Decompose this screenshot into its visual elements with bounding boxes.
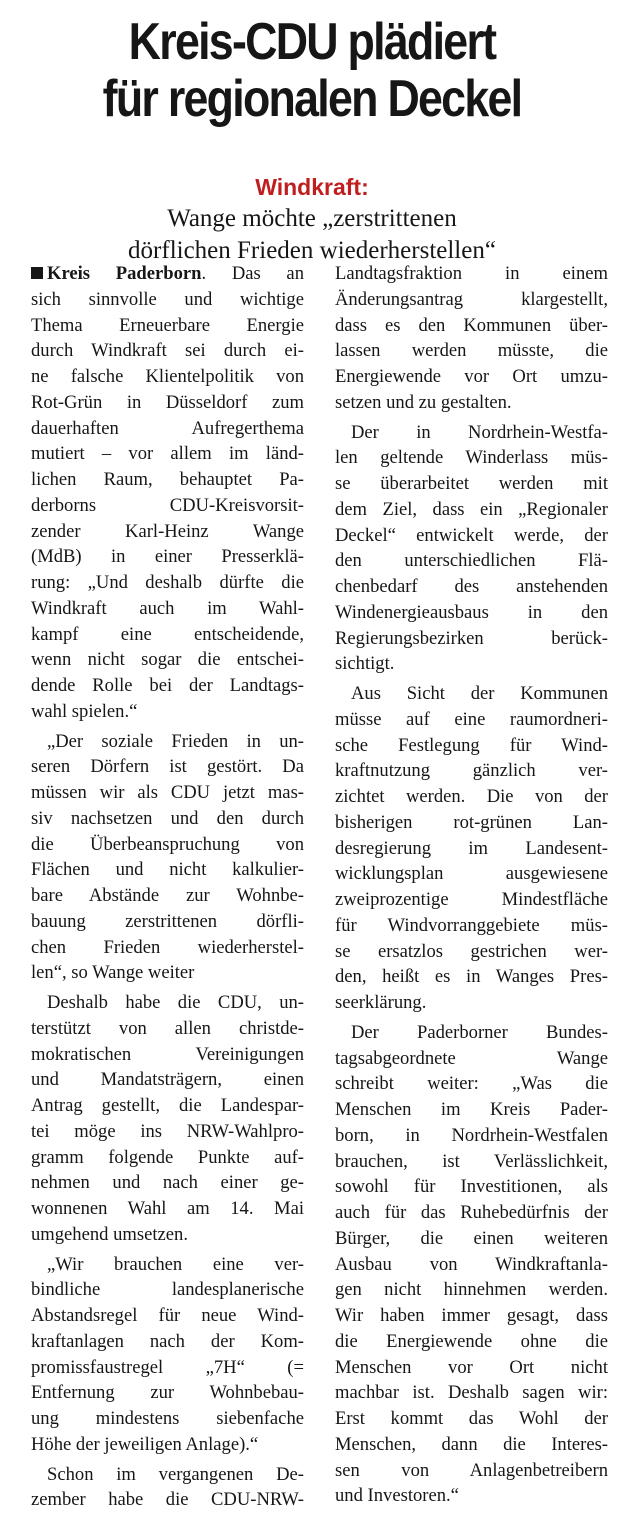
text-line: Änderungsantrag klargestellt, (335, 288, 608, 310)
text-line: sowohl für Investitionen, als (335, 1176, 608, 1198)
text-line: sche Festlegung für Wind- (335, 734, 608, 756)
text-line: bindliche landesplanerische (31, 1279, 304, 1301)
text-line: Wir haben immer gesagt, dass (335, 1305, 608, 1326)
text-line: Menschen, dann die Interes- (335, 1433, 608, 1455)
text-line: sich sinnvolle und wichtige (31, 288, 304, 310)
text-line: desregierung im Landesent- (335, 837, 608, 859)
text-line: Deshalb habe die CDU, un- (47, 992, 304, 1013)
text-line: Abstandsregel für neue Wind- (31, 1305, 304, 1326)
text-line: mutiert – vor allem im länd- (31, 443, 304, 465)
dateline: Kreis Paderborn (47, 263, 202, 284)
text-line: dass es den Kommunen über- (335, 314, 608, 336)
text-line: Ausbau von Windkraftanla- (335, 1253, 608, 1275)
text-line: und Mandatsträgern, einen (31, 1069, 304, 1091)
text-line: die Energiewende ohne die (335, 1330, 608, 1352)
text-line: chenbedarf des anstehenden (335, 576, 608, 597)
text-line: (MdB) in einer Presserklä- (31, 546, 304, 568)
text-line: und Investoren.“ (335, 1485, 459, 1507)
text-line: Entfernung zur Wohnbebau- (31, 1382, 304, 1404)
text-line: seren Dörfern ist gestört. Da (31, 756, 304, 778)
text-line: durch Windkraft sei durch ei- (31, 340, 304, 362)
text-line: für Windvorranggebiete müs- (335, 914, 608, 936)
text-line: sen von Anlagenbetreibern (335, 1459, 608, 1481)
text-line: rung: „Und deshalb dürfte die (31, 572, 304, 593)
kicker: Windkraft: (255, 174, 369, 200)
text-line: Der Paderborner Bundes- (351, 1021, 608, 1043)
article-column-right (335, 261, 608, 1509)
text-line: tagsabgeordnete Wange (335, 1047, 608, 1069)
text-line: Landtagsfraktion in einem (335, 263, 608, 284)
text-line: zember habe die CDU-NRW- (31, 1489, 304, 1511)
text-line: ne falsche Klientelpolitik von (31, 366, 304, 387)
text-line: born, in Nordrhein-Westfalen (335, 1124, 608, 1146)
text-line: wicklungsplan ausgewiesene (335, 863, 608, 885)
text-line: len“, so Wange weiter (31, 962, 195, 984)
headline-line-1: Kreis-CDU plädiert (128, 13, 496, 71)
text-line: siv nachsetzen und den durch (31, 807, 304, 829)
text-line: bare Abstände zur Wohnbe- (31, 885, 304, 906)
text-line: terstützt von allen christde- (31, 1017, 304, 1039)
text-line: mokratischen Vereinigungen (31, 1043, 304, 1065)
text-line: bisherigen rot-grünen Lan- (335, 811, 608, 833)
text-line: kraftnutzung gänzlich ver- (335, 760, 608, 782)
text-line: Windkraft auch im Wahl- (31, 597, 304, 619)
text-line: „Der soziale Frieden in un- (47, 730, 304, 752)
text-line: dende Rolle bei der Landtags- (31, 675, 304, 696)
dateline-square-icon (31, 267, 43, 279)
text-line: die Überbeanspruchung von (31, 833, 304, 855)
text-line: dem Ziel, dass ein „Regionaler (335, 498, 608, 520)
subheadline-line-2: dörflichen Frieden wiederherstellen“ (128, 237, 496, 264)
text-line: Thema Erneuerbare Energie (31, 314, 304, 336)
article-column-left (31, 261, 304, 1513)
text-line: nehmen und nach einer ge- (31, 1172, 304, 1194)
subheadline-line-1 (0, 171, 624, 235)
text-line: kampf eine entscheidende, (31, 623, 304, 645)
text-line: schreibt weiter: „Was die (335, 1073, 608, 1095)
text-line: müssen wir als CDU jetzt mas- (31, 782, 304, 803)
text-line: brauchen, ist Verlässlichkeit, (335, 1150, 608, 1172)
headline (44, 14, 581, 128)
text-line: gen nicht hinnehmen werden. (335, 1279, 608, 1301)
headline-line-2: für regionalen Deckel (102, 70, 522, 128)
text-line: umgehend umsetzen. (31, 1223, 188, 1245)
text-line: tei möge ins NRW-Wahlpro- (31, 1120, 304, 1142)
text-line: Höhe der jeweiligen Anlage).“ (31, 1433, 259, 1455)
text-line: gramm folgende Punkte auf- (31, 1146, 304, 1168)
text-line: promissfaustregel „7H“ (= (31, 1356, 304, 1378)
text-line: zweiprozentige Mindestfläche (335, 889, 608, 910)
text-line: Der in Nordrhein-Westfa- (351, 421, 608, 443)
text-line: Regierungsbezirken berück- (335, 627, 608, 649)
text-line: zichtet werden. Die von der (335, 786, 608, 807)
text-line: müsse auf eine raumordneri- (335, 708, 608, 730)
text-line: Bürger, die einen weiteren (335, 1227, 608, 1249)
text-line: Kreis Paderborn. Das an (31, 261, 304, 287)
text-line: wenn nicht sogar die entschei- (31, 649, 304, 671)
text-line: wonnenen Wahl am 14. Mai (31, 1198, 304, 1219)
text-line: Windenergieausbaus in den (335, 601, 608, 623)
text-line: Erst kommt das Wohl der (335, 1408, 608, 1429)
text-line: derborns CDU-Kreisvorsit- (31, 494, 304, 516)
text-line: wahl spielen.“ (31, 700, 138, 722)
text-line: „Wir brauchen eine ver- (47, 1253, 304, 1275)
text-line: bauung zerstrittenen dörfli- (31, 910, 304, 932)
text-line: Menschen vor Ort nicht (335, 1356, 608, 1378)
text-line: len geltende Winderlass müs- (335, 447, 608, 469)
text-line: Schon im vergangenen De- (47, 1463, 304, 1485)
text-line: seerklärung. (335, 992, 427, 1013)
text-line: se überarbeitet werden mit (335, 473, 608, 494)
subheadline (0, 171, 624, 267)
text-line: auch für das Ruhebedürfnis der (335, 1202, 608, 1223)
text-line: Flächen und nicht kalkulier- (31, 859, 304, 881)
text-line: Rot-Grün in Düsseldorf zum (31, 391, 304, 413)
text-line: Deckel“ entwickelt werde, der (335, 524, 608, 546)
text-line: lichen Raum, behauptet Pa- (31, 469, 304, 490)
text-line: ung mindestens siebenfache (31, 1408, 304, 1429)
text-line: Antrag gestellt, die Landespar- (31, 1095, 304, 1116)
text-line: Menschen im Kreis Pader- (335, 1099, 608, 1120)
text-line: se ersatzlos gestrichen wer- (335, 940, 608, 962)
text-line: den unterschiedlichen Flä- (335, 550, 608, 572)
subheadline-line-1-text: Wange möchte „zerstrittenen (167, 205, 457, 232)
text-line: setzen und zu gestalten. (335, 391, 512, 413)
text-line: sichtigt. (335, 653, 395, 675)
text-line: den, heißt es in Wanges Pres- (335, 966, 608, 988)
text-line: chen Frieden wiederherstel- (31, 936, 304, 958)
text-line: Energiewende vor Ort umzu- (335, 366, 608, 387)
text-line: machbar ist. Deshalb sagen wir: (335, 1382, 608, 1404)
text-line: kraftanlagen nach der Kom- (31, 1330, 304, 1352)
text-line: zender Karl-Heinz Wange (31, 520, 304, 542)
text-line: lassen werden müsste, die (335, 340, 608, 362)
text-line: Aus Sicht der Kommunen (351, 683, 608, 704)
text-line: dauerhaften Aufregerthema (31, 417, 304, 439)
